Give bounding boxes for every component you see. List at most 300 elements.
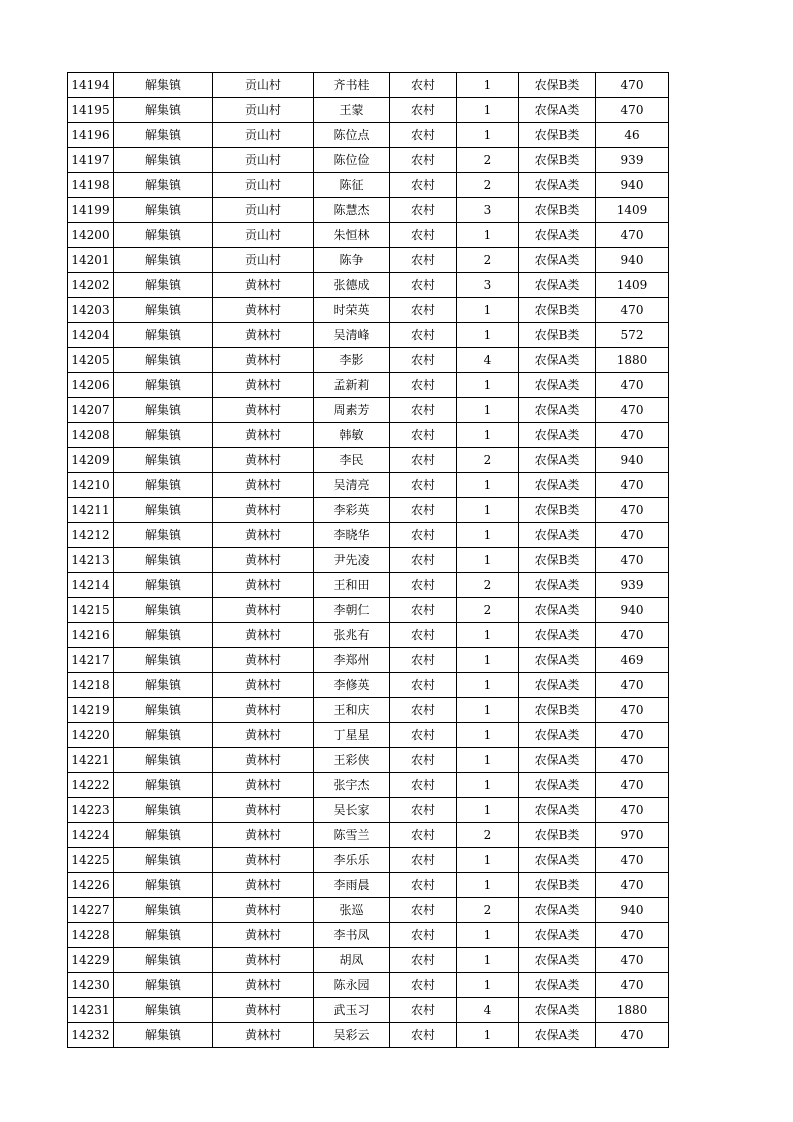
record-id-cell: 14218 [68,673,114,698]
amount-cell: 1409 [596,273,669,298]
amount-cell: 470 [596,698,669,723]
record-id-cell: 14204 [68,323,114,348]
table-row [68,473,669,498]
village-cell: 黄林村 [213,923,314,948]
table-row [68,548,669,573]
name-cell: 吴清峰 [314,323,390,348]
name-cell: 吴清亮 [314,473,390,498]
record-id-cell: 14224 [68,823,114,848]
household-count-cell: 2 [457,823,519,848]
record-id-cell: 14203 [68,298,114,323]
amount-cell: 940 [596,598,669,623]
village-cell: 黄林村 [213,673,314,698]
insurance-category-cell: 农保A类 [519,623,596,648]
amount-cell: 470 [596,848,669,873]
village-cell: 贡山村 [213,223,314,248]
household-count-cell: 1 [457,723,519,748]
table-row [68,173,669,198]
insurance-category-cell: 农保A类 [519,1023,596,1048]
area-type-cell: 农村 [390,623,457,648]
record-id-cell: 14198 [68,173,114,198]
record-id-cell: 14211 [68,498,114,523]
record-id-cell: 14223 [68,798,114,823]
amount-cell: 470 [596,723,669,748]
table-row [68,523,669,548]
name-cell: 李书凤 [314,923,390,948]
town-cell: 解集镇 [114,498,213,523]
town-cell: 解集镇 [114,748,213,773]
amount-cell: 939 [596,148,669,173]
insurance-category-cell: 农保A类 [519,473,596,498]
village-cell: 贡山村 [213,98,314,123]
table-row [68,98,669,123]
name-cell: 陈位俭 [314,148,390,173]
record-id-cell: 14200 [68,223,114,248]
record-id-cell: 14197 [68,148,114,173]
record-id-cell: 14229 [68,948,114,973]
household-count-cell: 2 [457,173,519,198]
table-row [68,998,669,1023]
town-cell: 解集镇 [114,823,213,848]
area-type-cell: 农村 [390,323,457,348]
area-type-cell: 农村 [390,898,457,923]
table-row [68,273,669,298]
area-type-cell: 农村 [390,98,457,123]
household-count-cell: 1 [457,298,519,323]
town-cell: 解集镇 [114,173,213,198]
household-count-cell: 3 [457,273,519,298]
name-cell: 陈雪兰 [314,823,390,848]
table-row [68,448,669,473]
town-cell: 解集镇 [114,923,213,948]
village-cell: 黄林村 [213,323,314,348]
insurance-category-cell: 农保A类 [519,98,596,123]
household-count-cell: 1 [457,123,519,148]
village-cell: 黄林村 [213,398,314,423]
table-row [68,498,669,523]
village-cell: 黄林村 [213,598,314,623]
table-row [68,723,669,748]
village-cell: 黄林村 [213,873,314,898]
area-type-cell: 农村 [390,723,457,748]
amount-cell: 940 [596,898,669,923]
household-count-cell: 1 [457,373,519,398]
table-row [68,223,669,248]
village-cell: 贡山村 [213,73,314,98]
area-type-cell: 农村 [390,373,457,398]
table-row [68,73,669,98]
area-type-cell: 农村 [390,1023,457,1048]
insurance-category-cell: 农保A类 [519,173,596,198]
town-cell: 解集镇 [114,598,213,623]
household-count-cell: 1 [457,648,519,673]
record-id-cell: 14232 [68,1023,114,1048]
insurance-category-cell: 农保A类 [519,848,596,873]
record-id-cell: 14221 [68,748,114,773]
area-type-cell: 农村 [390,398,457,423]
insurance-category-cell: 农保B类 [519,148,596,173]
insurance-category-cell: 农保A类 [519,973,596,998]
household-count-cell: 2 [457,598,519,623]
insurance-category-cell: 农保A类 [519,673,596,698]
table-row [68,923,669,948]
village-cell: 黄林村 [213,973,314,998]
table-row [68,598,669,623]
record-id-cell: 14209 [68,448,114,473]
name-cell: 张兆有 [314,623,390,648]
insurance-category-cell: 农保A类 [519,523,596,548]
table-row [68,748,669,773]
area-type-cell: 农村 [390,923,457,948]
record-id-cell: 14196 [68,123,114,148]
name-cell: 李郑州 [314,648,390,673]
household-count-cell: 3 [457,198,519,223]
household-count-cell: 1 [457,98,519,123]
town-cell: 解集镇 [114,673,213,698]
town-cell: 解集镇 [114,948,213,973]
name-cell: 王和庆 [314,698,390,723]
area-type-cell: 农村 [390,973,457,998]
table-row [68,373,669,398]
village-cell: 黄林村 [213,848,314,873]
village-cell: 黄林村 [213,548,314,573]
table-row [68,848,669,873]
record-id-cell: 14222 [68,773,114,798]
area-type-cell: 农村 [390,223,457,248]
name-cell: 周素芳 [314,398,390,423]
insurance-category-cell: 农保A类 [519,723,596,748]
household-count-cell: 1 [457,873,519,898]
insurance-category-cell: 农保A类 [519,398,596,423]
area-type-cell: 农村 [390,73,457,98]
town-cell: 解集镇 [114,623,213,648]
village-cell: 黄林村 [213,698,314,723]
amount-cell: 470 [596,973,669,998]
area-type-cell: 农村 [390,548,457,573]
town-cell: 解集镇 [114,348,213,373]
insurance-category-cell: 农保B类 [519,498,596,523]
town-cell: 解集镇 [114,723,213,748]
town-cell: 解集镇 [114,398,213,423]
insurance-category-cell: 农保B类 [519,123,596,148]
insurance-category-cell: 农保B类 [519,698,596,723]
name-cell: 李乐乐 [314,848,390,873]
village-cell: 黄林村 [213,623,314,648]
record-id-cell: 14194 [68,73,114,98]
record-id-cell: 14217 [68,648,114,673]
records-body [68,73,669,1048]
table-row [68,573,669,598]
area-type-cell: 农村 [390,473,457,498]
household-count-cell: 1 [457,698,519,723]
household-count-cell: 1 [457,848,519,873]
household-count-cell: 1 [457,73,519,98]
town-cell: 解集镇 [114,873,213,898]
record-id-cell: 14214 [68,573,114,598]
table-row [68,898,669,923]
table-row [68,398,669,423]
record-id-cell: 14219 [68,698,114,723]
town-cell: 解集镇 [114,698,213,723]
village-cell: 黄林村 [213,448,314,473]
insurance-category-cell: 农保A类 [519,748,596,773]
amount-cell: 470 [596,423,669,448]
town-cell: 解集镇 [114,523,213,548]
name-cell: 陈位点 [314,123,390,148]
area-type-cell: 农村 [390,448,457,473]
insurance-category-cell: 农保B类 [519,323,596,348]
village-cell: 贡山村 [213,148,314,173]
record-id-cell: 14220 [68,723,114,748]
area-type-cell: 农村 [390,498,457,523]
insurance-category-cell: 农保A类 [519,273,596,298]
table-row [68,973,669,998]
household-count-cell: 1 [457,498,519,523]
household-count-cell: 1 [457,473,519,498]
village-cell: 贡山村 [213,198,314,223]
household-count-cell: 1 [457,973,519,998]
table-row [68,673,669,698]
name-cell: 丁星星 [314,723,390,748]
record-id-cell: 14228 [68,923,114,948]
insurance-category-cell: 农保A类 [519,648,596,673]
village-cell: 黄林村 [213,473,314,498]
village-cell: 黄林村 [213,273,314,298]
town-cell: 解集镇 [114,1023,213,1048]
name-cell: 李民 [314,448,390,473]
amount-cell: 470 [596,373,669,398]
amount-cell: 470 [596,523,669,548]
name-cell: 孟新莉 [314,373,390,398]
amount-cell: 470 [596,873,669,898]
area-type-cell: 农村 [390,298,457,323]
area-type-cell: 农村 [390,273,457,298]
town-cell: 解集镇 [114,323,213,348]
amount-cell: 470 [596,798,669,823]
town-cell: 解集镇 [114,548,213,573]
name-cell: 时荣英 [314,298,390,323]
record-id-cell: 14230 [68,973,114,998]
insurance-category-cell: 农保B类 [519,823,596,848]
village-cell: 黄林村 [213,948,314,973]
village-cell: 黄林村 [213,723,314,748]
insurance-category-cell: 农保A类 [519,373,596,398]
table-row [68,423,669,448]
amount-cell: 470 [596,473,669,498]
village-cell: 黄林村 [213,773,314,798]
records-table [67,72,669,1048]
name-cell: 武玉习 [314,998,390,1023]
amount-cell: 470 [596,748,669,773]
village-cell: 黄林村 [213,423,314,448]
table-row [68,648,669,673]
name-cell: 胡凤 [314,948,390,973]
insurance-category-cell: 农保A类 [519,423,596,448]
area-type-cell: 农村 [390,798,457,823]
amount-cell: 1880 [596,348,669,373]
household-count-cell: 1 [457,523,519,548]
insurance-category-cell: 农保A类 [519,448,596,473]
town-cell: 解集镇 [114,423,213,448]
insurance-category-cell: 农保A类 [519,798,596,823]
town-cell: 解集镇 [114,848,213,873]
household-count-cell: 1 [457,1023,519,1048]
area-type-cell: 农村 [390,173,457,198]
village-cell: 黄林村 [213,898,314,923]
name-cell: 王蒙 [314,98,390,123]
name-cell: 李彩英 [314,498,390,523]
name-cell: 李影 [314,348,390,373]
village-cell: 黄林村 [213,798,314,823]
area-type-cell: 农村 [390,348,457,373]
insurance-category-cell: 农保A类 [519,948,596,973]
insurance-category-cell: 农保A类 [519,348,596,373]
village-cell: 黄林村 [213,1023,314,1048]
amount-cell: 470 [596,673,669,698]
town-cell: 解集镇 [114,148,213,173]
table-row [68,948,669,973]
record-id-cell: 14207 [68,398,114,423]
village-cell: 黄林村 [213,373,314,398]
town-cell: 解集镇 [114,648,213,673]
record-id-cell: 14202 [68,273,114,298]
record-id-cell: 14206 [68,373,114,398]
town-cell: 解集镇 [114,773,213,798]
name-cell: 李晓华 [314,523,390,548]
amount-cell: 940 [596,448,669,473]
name-cell: 张宇杰 [314,773,390,798]
record-id-cell: 14213 [68,548,114,573]
record-id-cell: 14225 [68,848,114,873]
household-count-cell: 4 [457,348,519,373]
village-cell: 黄林村 [213,823,314,848]
household-count-cell: 1 [457,323,519,348]
amount-cell: 470 [596,398,669,423]
household-count-cell: 2 [457,573,519,598]
village-cell: 黄林村 [213,348,314,373]
name-cell: 陈慧杰 [314,198,390,223]
household-count-cell: 1 [457,773,519,798]
name-cell: 李修英 [314,673,390,698]
area-type-cell: 农村 [390,523,457,548]
insurance-category-cell: 农保A类 [519,998,596,1023]
household-count-cell: 1 [457,798,519,823]
household-count-cell: 2 [457,898,519,923]
area-type-cell: 农村 [390,673,457,698]
household-count-cell: 4 [457,998,519,1023]
town-cell: 解集镇 [114,798,213,823]
record-id-cell: 14208 [68,423,114,448]
village-cell: 黄林村 [213,648,314,673]
amount-cell: 470 [596,98,669,123]
town-cell: 解集镇 [114,248,213,273]
amount-cell: 470 [596,773,669,798]
area-type-cell: 农村 [390,648,457,673]
town-cell: 解集镇 [114,448,213,473]
area-type-cell: 农村 [390,698,457,723]
name-cell: 王彩侠 [314,748,390,773]
amount-cell: 470 [596,548,669,573]
area-type-cell: 农村 [390,248,457,273]
insurance-category-cell: 农保A类 [519,773,596,798]
record-id-cell: 14199 [68,198,114,223]
insurance-category-cell: 农保B类 [519,873,596,898]
household-count-cell: 1 [457,548,519,573]
amount-cell: 940 [596,173,669,198]
town-cell: 解集镇 [114,123,213,148]
record-id-cell: 14212 [68,523,114,548]
household-count-cell: 1 [457,223,519,248]
area-type-cell: 农村 [390,123,457,148]
name-cell: 张巡 [314,898,390,923]
amount-cell: 970 [596,823,669,848]
amount-cell: 470 [596,923,669,948]
name-cell: 尹先凌 [314,548,390,573]
area-type-cell: 农村 [390,748,457,773]
town-cell: 解集镇 [114,73,213,98]
record-id-cell: 14227 [68,898,114,923]
village-cell: 黄林村 [213,748,314,773]
table-row [68,823,669,848]
name-cell: 齐书桂 [314,73,390,98]
town-cell: 解集镇 [114,98,213,123]
table-row [68,1023,669,1048]
record-id-cell: 14216 [68,623,114,648]
record-id-cell: 14215 [68,598,114,623]
name-cell: 张德成 [314,273,390,298]
household-count-cell: 1 [457,948,519,973]
table-row [68,798,669,823]
household-count-cell: 1 [457,923,519,948]
name-cell: 陈永园 [314,973,390,998]
amount-cell: 470 [596,948,669,973]
record-id-cell: 14210 [68,473,114,498]
name-cell: 陈征 [314,173,390,198]
village-cell: 黄林村 [213,298,314,323]
household-count-cell: 1 [457,623,519,648]
amount-cell: 470 [596,623,669,648]
table-row [68,348,669,373]
record-id-cell: 14201 [68,248,114,273]
amount-cell: 470 [596,298,669,323]
insurance-category-cell: 农保A类 [519,223,596,248]
amount-cell: 1880 [596,998,669,1023]
record-id-cell: 14195 [68,98,114,123]
amount-cell: 469 [596,648,669,673]
town-cell: 解集镇 [114,473,213,498]
area-type-cell: 农村 [390,848,457,873]
area-type-cell: 农村 [390,998,457,1023]
town-cell: 解集镇 [114,973,213,998]
household-count-cell: 2 [457,248,519,273]
town-cell: 解集镇 [114,898,213,923]
insurance-category-cell: 农保B类 [519,198,596,223]
household-count-cell: 2 [457,148,519,173]
insurance-category-cell: 农保A类 [519,573,596,598]
amount-cell: 940 [596,248,669,273]
table-row [68,298,669,323]
name-cell: 王和田 [314,573,390,598]
insurance-category-cell: 农保A类 [519,923,596,948]
household-count-cell: 1 [457,398,519,423]
name-cell: 吴长家 [314,798,390,823]
town-cell: 解集镇 [114,223,213,248]
insurance-category-cell: 农保B类 [519,73,596,98]
town-cell: 解集镇 [114,273,213,298]
village-cell: 贡山村 [213,123,314,148]
town-cell: 解集镇 [114,998,213,1023]
area-type-cell: 农村 [390,598,457,623]
